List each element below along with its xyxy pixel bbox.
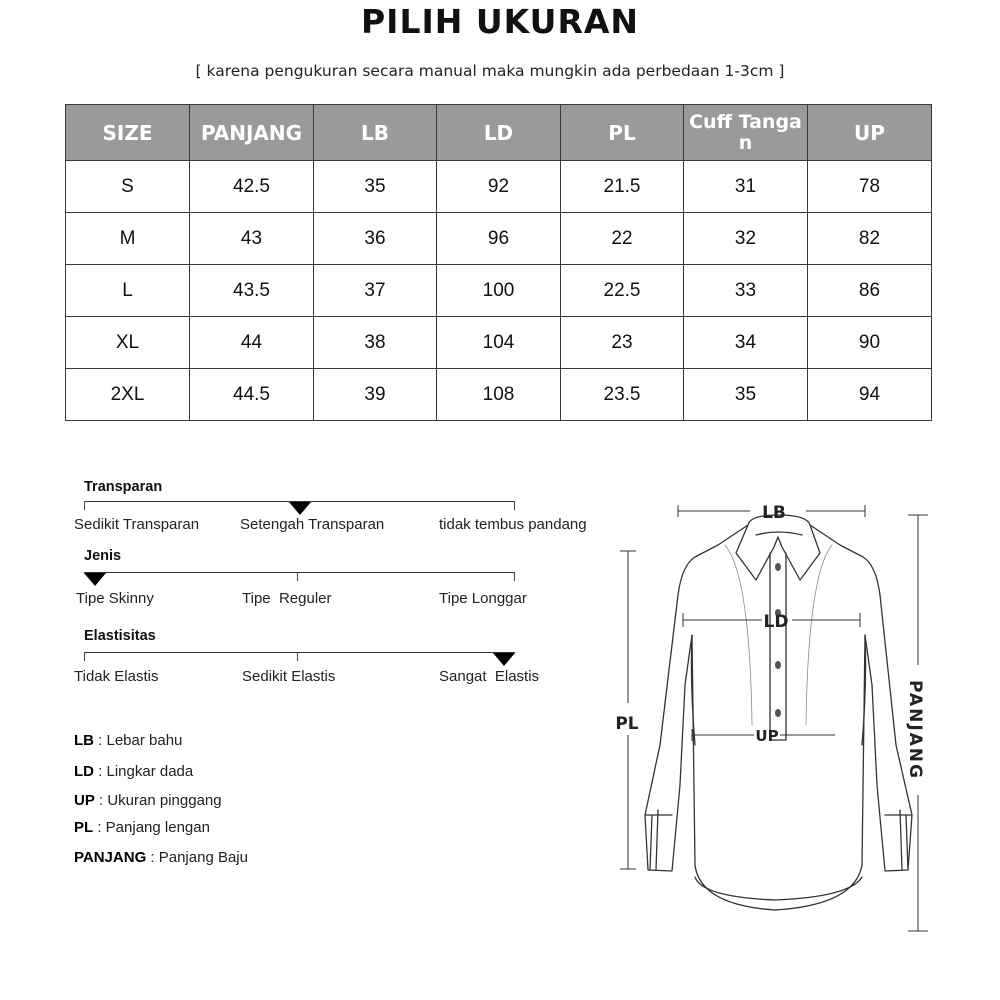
legend-item-panjang xyxy=(74,849,248,866)
up-label: UP xyxy=(755,727,779,745)
legend-desc: : Lebar bahu xyxy=(94,732,183,749)
button-icon xyxy=(775,661,781,669)
scale-title-elastisitas: Elastisitas xyxy=(84,628,156,644)
size-table xyxy=(65,104,932,421)
scale-line-elastisitas xyxy=(84,652,515,653)
table-row xyxy=(66,317,932,369)
cell: 39 xyxy=(314,369,437,421)
cell: 92 xyxy=(437,161,561,213)
shirt-diagram xyxy=(600,485,940,940)
scale-tick xyxy=(297,572,298,581)
scale-label: Tipe Skinny xyxy=(76,590,154,607)
table-header-row xyxy=(66,105,932,161)
legend-item-up xyxy=(74,792,222,809)
table-row xyxy=(66,161,932,213)
scale-line-jenis xyxy=(84,572,515,573)
button-icon xyxy=(775,563,781,571)
header-up: UP xyxy=(808,105,932,161)
panjang-label: PANJANG xyxy=(905,680,925,780)
cell: 43 xyxy=(190,213,314,265)
page-title: PILIH UKURAN xyxy=(360,2,640,41)
cell: 42.5 xyxy=(190,161,314,213)
scale-label: Setengah Transparan xyxy=(240,516,385,533)
scale-title-transparan: Transparan xyxy=(84,479,163,495)
legend-item-ld xyxy=(74,763,193,780)
cell: 82 xyxy=(808,213,932,265)
legend-item-lb xyxy=(74,732,182,749)
legend-abbr: LD xyxy=(74,763,94,780)
scale-marker-jenis-icon xyxy=(84,573,106,586)
scale-title-jenis: Jenis xyxy=(84,548,122,564)
cell: S xyxy=(66,161,190,213)
legend-abbr: PL xyxy=(74,819,94,836)
header-ld: LD xyxy=(437,105,561,161)
cell: 36 xyxy=(314,213,437,265)
header-panjang: PANJANG xyxy=(190,105,314,161)
scale-label: Sangat Elastis xyxy=(439,668,540,685)
cell: 100 xyxy=(437,265,561,317)
left-cuff xyxy=(645,810,672,870)
scale-label: Tipe Longgar xyxy=(439,590,527,607)
cell: 86 xyxy=(808,265,932,317)
header-lb: LB xyxy=(314,105,437,161)
scale-label: tidak tembus pandang xyxy=(439,516,587,533)
scale-tick xyxy=(514,572,515,581)
page-subtitle: [ karena pengukuran secara manual maka mungkin ada perbedaan 1-3cm ] xyxy=(195,62,785,80)
cell: 104 xyxy=(437,317,561,369)
scale-marker-elastisitas-icon xyxy=(493,653,515,666)
cell: L xyxy=(66,265,190,317)
ld-label: LD xyxy=(763,612,789,632)
table-row xyxy=(66,265,932,317)
header-pl: PL xyxy=(561,105,684,161)
scale-label: Tipe Reguler xyxy=(242,590,332,607)
header-cuff-tangan: Cuff Tangan xyxy=(684,105,808,161)
cell: 23.5 xyxy=(561,369,684,421)
cell: 96 xyxy=(437,213,561,265)
cell: M xyxy=(66,213,190,265)
cell: 23 xyxy=(561,317,684,369)
legend-desc: : Lingkar dada xyxy=(94,763,194,780)
cell: 43.5 xyxy=(190,265,314,317)
shirt-buttons xyxy=(775,563,781,717)
cell: 33 xyxy=(684,265,808,317)
table-row xyxy=(66,213,932,265)
cell: 21.5 xyxy=(561,161,684,213)
cell: 32 xyxy=(684,213,808,265)
table-row xyxy=(66,369,932,421)
scale-label: Tidak Elastis xyxy=(74,668,159,685)
cell: 22.5 xyxy=(561,265,684,317)
cell: 78 xyxy=(808,161,932,213)
button-icon xyxy=(775,709,781,717)
scale-marker-transparan-icon xyxy=(289,502,311,515)
scale-tick xyxy=(84,501,85,510)
scale-label: Sedikit Transparan xyxy=(74,516,200,533)
cell: 90 xyxy=(808,317,932,369)
cell: 108 xyxy=(437,369,561,421)
cell: 37 xyxy=(314,265,437,317)
pl-arrow xyxy=(620,551,636,869)
cell: 34 xyxy=(684,317,808,369)
legend-abbr: LB xyxy=(74,732,94,749)
cell: 38 xyxy=(314,317,437,369)
legend-item-pl xyxy=(74,819,210,836)
cell: 2XL xyxy=(66,369,190,421)
legend-desc: : Ukuran pinggang xyxy=(94,792,222,809)
scale-tick xyxy=(297,652,298,661)
shirt-outline xyxy=(645,525,912,910)
scale-label: Sedikit Elastis xyxy=(242,668,336,685)
cell: 44 xyxy=(190,317,314,369)
header-size: SIZE xyxy=(66,105,190,161)
pl-label: PL xyxy=(615,714,639,734)
scale-tick xyxy=(84,652,85,661)
lb-label: LB xyxy=(762,503,786,523)
scale-tick xyxy=(514,501,515,510)
legend-abbr: UP xyxy=(74,792,95,809)
right-cuff xyxy=(885,810,912,870)
legend-abbr: PANJANG xyxy=(74,849,147,866)
cell: XL xyxy=(66,317,190,369)
legend-desc: : Panjang lengan xyxy=(93,819,210,836)
cell: 35 xyxy=(684,369,808,421)
cell: 35 xyxy=(314,161,437,213)
legend-desc: : Panjang Baju xyxy=(146,849,248,866)
cell: 31 xyxy=(684,161,808,213)
cell: 22 xyxy=(561,213,684,265)
cell: 94 xyxy=(808,369,932,421)
cell: 44.5 xyxy=(190,369,314,421)
